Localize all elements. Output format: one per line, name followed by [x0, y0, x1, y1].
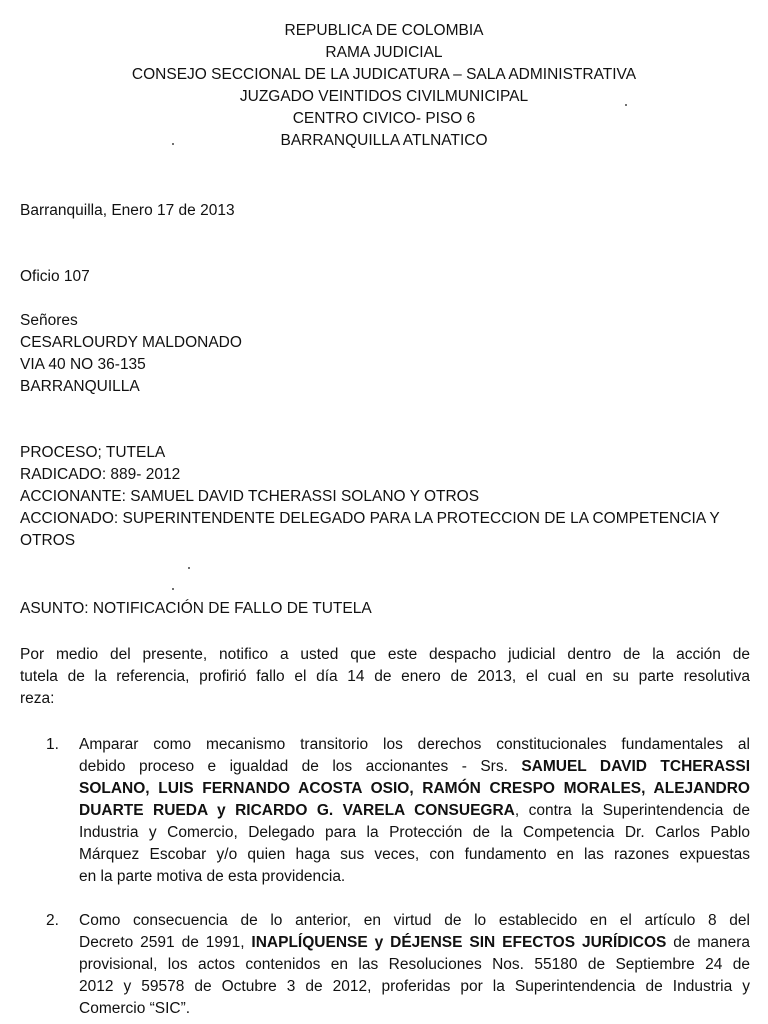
- intro-line: reza:: [20, 690, 55, 707]
- resolution-item-1: [20, 734, 750, 888]
- item-line: 2012 y 59578 de Octubre 3 de 2012, proferidas por la Superintendencia de Industria y: [79, 978, 750, 995]
- case-proceso: PROCESO; TUTELA: [20, 444, 166, 461]
- letterhead-line-branch: RAMA JUDICIAL: [325, 44, 443, 61]
- case-accionante: ACCIONANTE: SAMUEL DAVID TCHERASSI SOLANO Y OTROS: [20, 488, 480, 505]
- item-number: 2.: [46, 912, 59, 929]
- letterhead-line-council: CONSEJO SECCIONAL DE LA JUDICATURA – SALA ADMINISTRATIVA: [131, 66, 637, 83]
- item-line: [79, 778, 750, 800]
- resolution-item-2: [20, 910, 750, 1020]
- item-line: Como consecuencia de lo anterior, en virtud de lo establecido en el artículo 8 del: [79, 912, 750, 929]
- item-line: [79, 932, 750, 954]
- case-accionado: ACCIONADO: SUPERINTENDENTE DELEGADO PARA LA PROTECCION DE LA COMPETENCIA Y: [20, 510, 720, 527]
- item-number: 1.: [46, 736, 59, 753]
- claimant-names-bold: SAMUEL DAVID TCHERASSI: [521, 758, 750, 775]
- scan-speck: [172, 143, 174, 145]
- recipient-city: BARRANQUILLA: [20, 378, 140, 395]
- resolution-effect-bold: INAPLÍQUENSE y DÉJENSE SIN EFECTOS JURÍDICOS: [251, 934, 667, 951]
- scan-speck: [625, 104, 627, 106]
- intro-line: Por medio del presente, notifico a usted que este despacho judicial dentro de la acción de: [20, 646, 750, 663]
- case-reference-block: [20, 442, 750, 552]
- date-line: Barranquilla, Enero 17 de 2013: [20, 202, 235, 219]
- letterhead-line-city: BARRANQUILLA ATLNATICO: [280, 132, 488, 149]
- claimant-names-bold: SOLANO, LUIS FERNANDO ACOSTA OSIO, RAMÓN CRESPO MORALES, ALEJANDRO: [79, 780, 750, 797]
- letterhead-line-court: JUZGADO VEINTIDOS CIVILMUNICIPAL: [239, 88, 529, 105]
- item-text: de manera: [666, 934, 750, 951]
- item-line: en la parte motiva de esta providencia.: [79, 868, 346, 885]
- item-line: [79, 756, 750, 778]
- item-line: Comercio “SIC”.: [79, 1000, 191, 1017]
- item-line: [79, 800, 750, 822]
- case-accionado-continued: OTROS: [20, 532, 76, 549]
- item-line: Amparar como mecanismo transitorio los derechos constitucionales fundamentales al: [79, 736, 750, 753]
- letterhead: [0, 20, 768, 152]
- letterhead-line-building: CENTRO CIVICO- PISO 6: [292, 110, 476, 127]
- oficio-number: Oficio 107: [20, 268, 90, 285]
- item-line: provisional, los actos contenidos en las Resoluciones Nos. 55180 de Septiembre 24 de: [79, 956, 750, 973]
- letterhead-line-country: REPUBLICA DE COLOMBIA: [284, 22, 484, 39]
- claimant-names-bold: DUARTE RUEDA y RICARDO G. VARELA CONSUEGRA: [79, 802, 515, 819]
- asunto-line: ASUNTO: NOTIFICACIÓN DE FALLO DE TUTELA: [20, 600, 372, 617]
- recipient-block: [20, 310, 750, 398]
- scan-speck: [188, 567, 190, 569]
- item-text: Decreto 2591 de 1991,: [79, 934, 252, 951]
- resolution-list: [20, 734, 750, 1020]
- recipient-address: VIA 40 NO 36-135: [20, 356, 146, 373]
- scan-speck: [172, 588, 174, 590]
- item-line: Márquez Escobar y/o quien haga sus veces, con fundamento en las razones expuestas: [79, 846, 750, 863]
- recipient-name: CESARLOURDY MALDONADO: [20, 334, 242, 351]
- intro-paragraph: [20, 644, 750, 710]
- case-radicado: RADICADO: 889- 2012: [20, 466, 181, 483]
- item-text: debido proceso e igualdad de los accionantes - Srs.: [79, 758, 522, 775]
- item-text: , contra la Superintendencia de: [514, 802, 750, 819]
- intro-line: tutela de la referencia, profirió fallo el día 14 de enero de 2013, el cual en su parte resolutiva: [20, 668, 750, 685]
- recipient-salutation: Señores: [20, 312, 78, 329]
- item-line: Industria y Comercio, Delegado para la Protección de la Competencia Dr. Carlos Pablo: [79, 824, 750, 841]
